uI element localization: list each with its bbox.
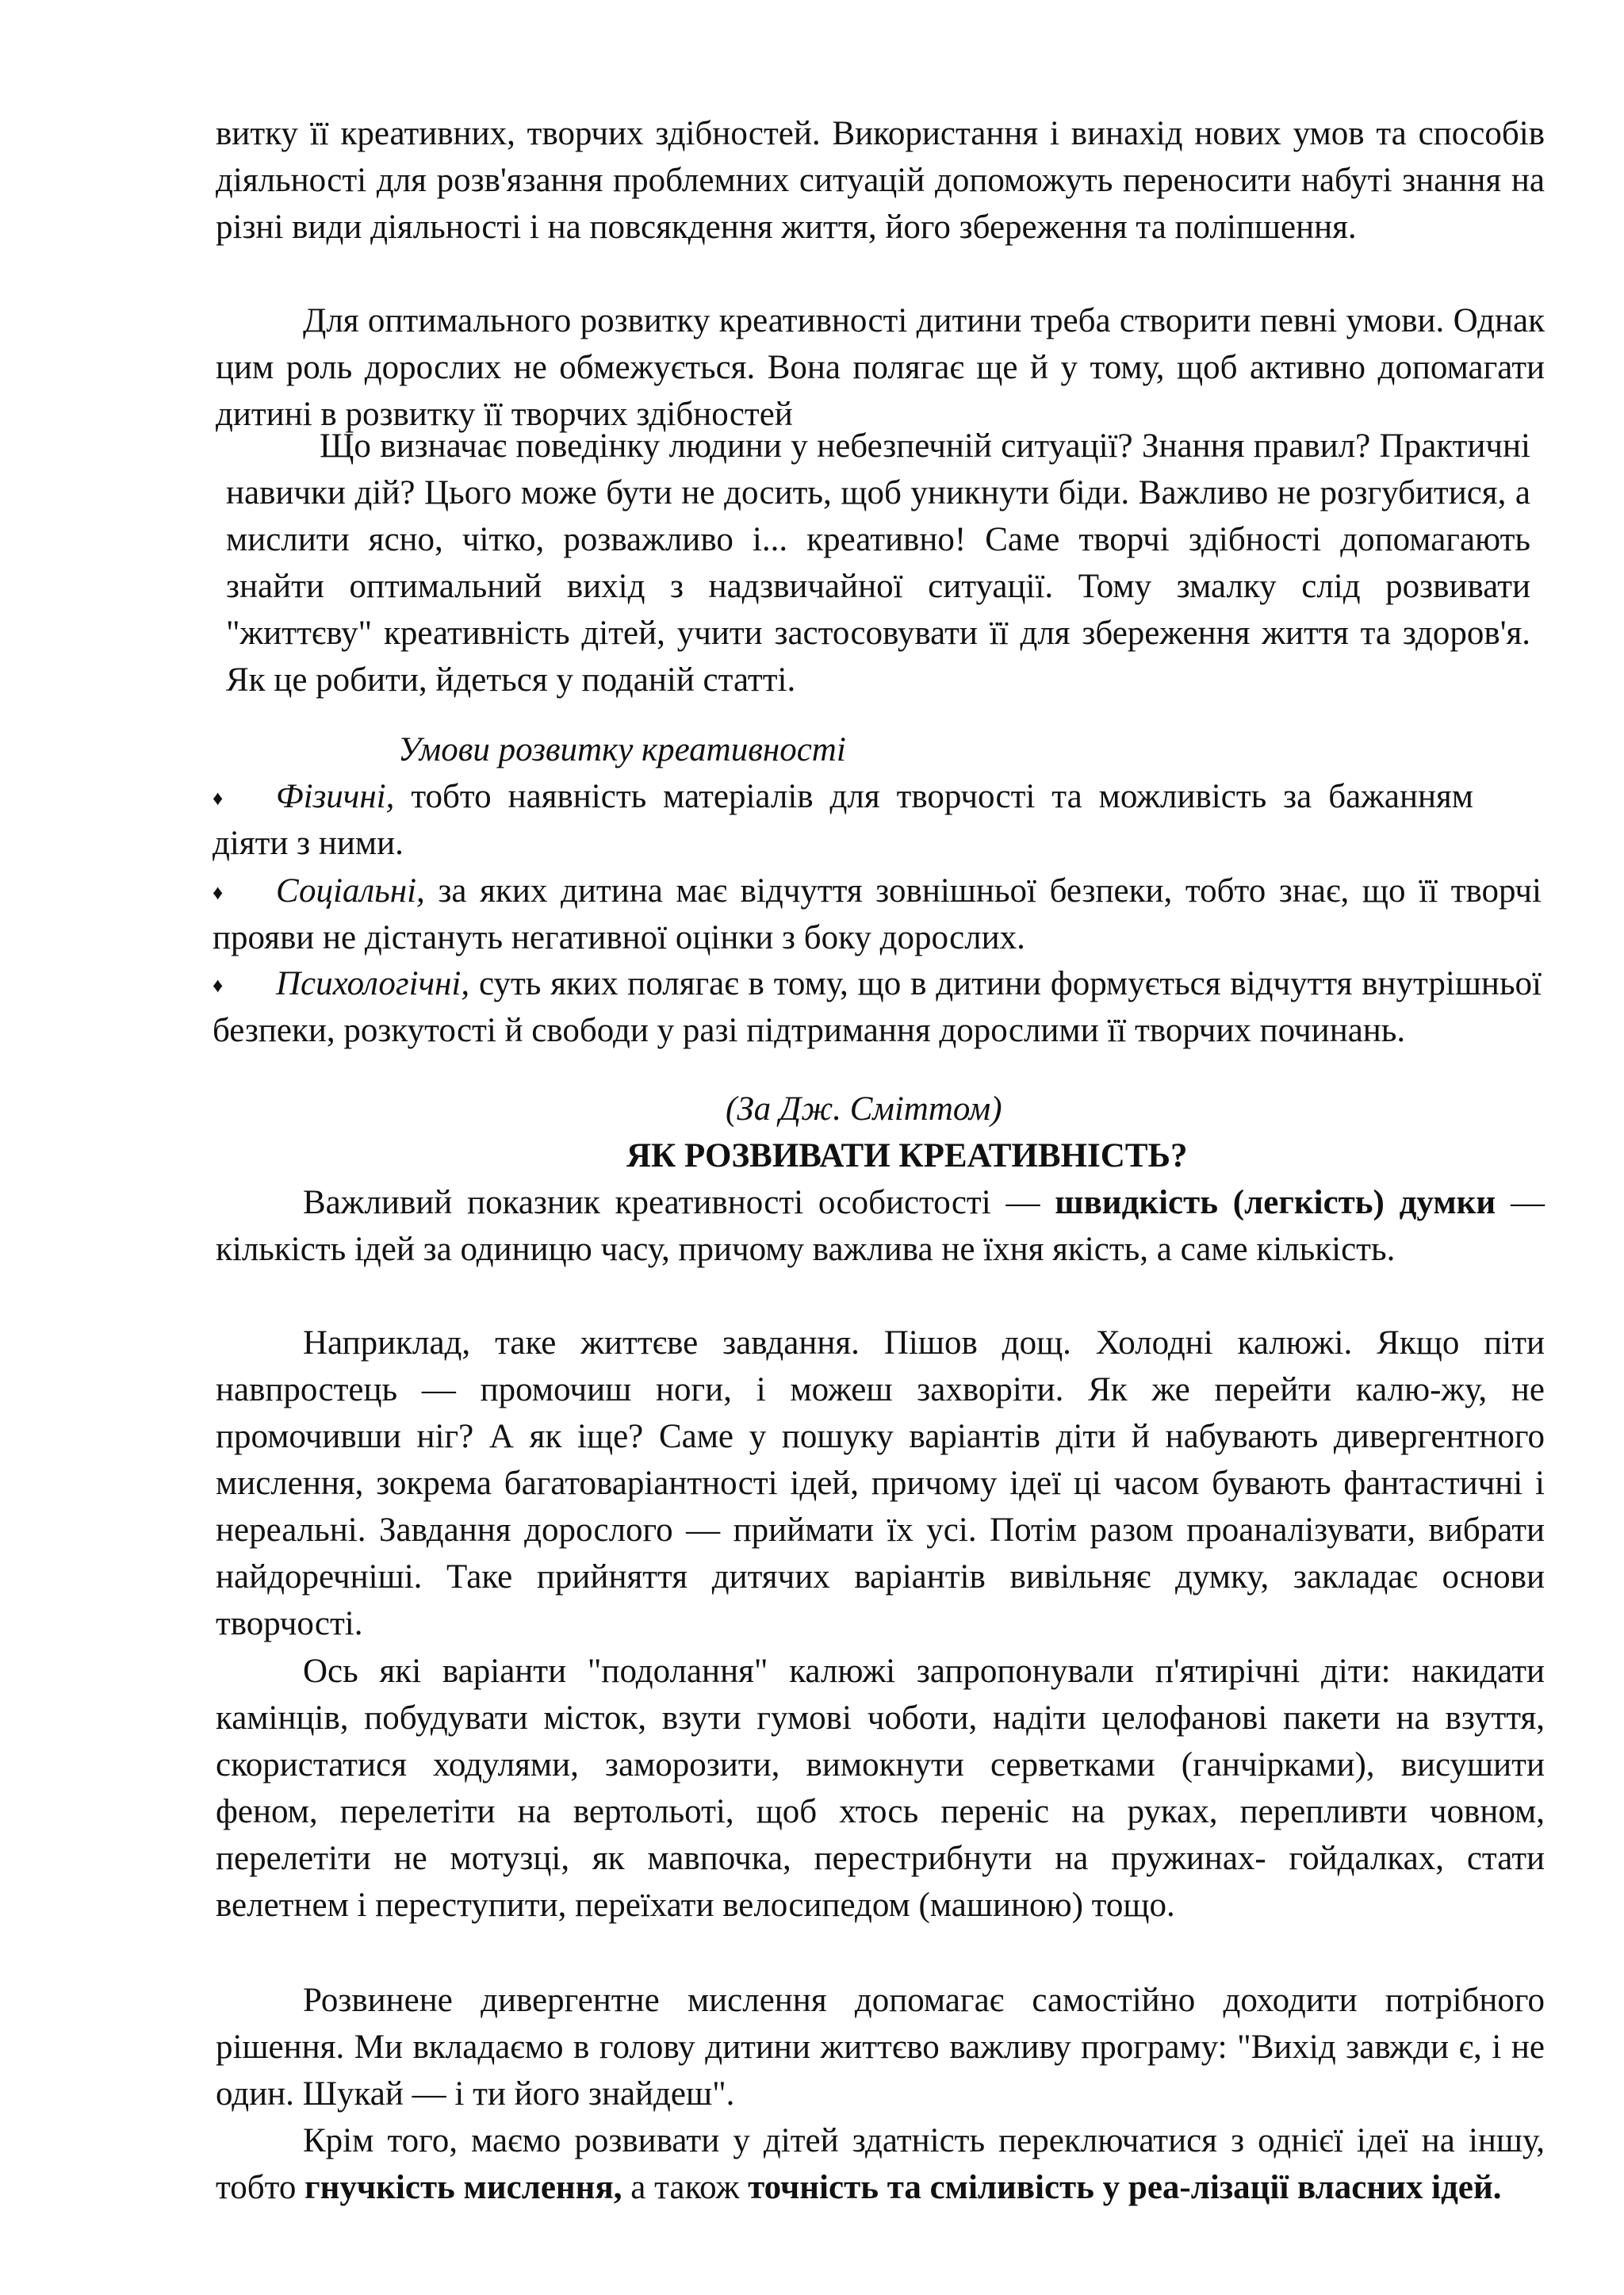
emphasis-bold: швидкість (легкість) думки (1055, 1184, 1496, 1221)
text-segment: — кількість ідей за одиницю часу, причому важлива не їхня якість, а саме кількість. (216, 1184, 1545, 1268)
diamond-bullet-icon: ♦ (213, 787, 224, 810)
emphasis-bold: точність та сміливість у реа-лізації власних ідей. (748, 2169, 1502, 2206)
article-heading: ЯК РОЗВИВАТИ КРЕАТИВНІСТЬ? (626, 1137, 1188, 1174)
condition-term: Фізичні, (276, 778, 395, 815)
text-segment: а також (622, 2169, 749, 2206)
text-segment: Важливий показник креативності особистості — (303, 1184, 1055, 1221)
article-paragraph-2: Наприклад, таке життєве завдання. Пішов дощ. Холодні калюжі. Якщо піти навпростець — промочиш ноги, і можеш захворіти. Як же перейти калю-жу, не промочивши ніг? А як іще? Саме у пошуку варіантів діти й набувають дивергентного мислення, зокрема багатоваріантності ідей, причому ідеї ці часом бувають фантастичні і нереальні. Завдання дорослого — приймати їх усі. Потім разом проаналізувати, вибрати найдоречніші. Таке прийняття дитячих варіантів вивільняє думку, закладає основи творчості. (216, 1324, 1545, 1642)
paragraph-2: Для оптимального розвитку креативності дитини треба створити певні умови. Однак цим роль дорослих не обмежується. Вона полягає ще й у тому, щоб активно допомагати дитині в розвитку її творчих здібностей (216, 302, 1545, 433)
article-paragraph-3: Ось які варіанти "подолання" калюжі запропонували п'ятирічні діти: накидати камінців, побудувати місток, взути гумові чоботи, надіти целофанові пакети на взуття, скористатися ходулями, заморозити, вимокнути серветками (ганчірками), висушити феном, перелетіти на вертольоті, щоб хтось переніс на руках, перепливти човном, перелетіти не мотузці, як мавпочка, перестрибнути на пружинах- гойдалках, стати велетнем і переступити, переїхати велосипедом (машиною) тощо. (216, 1653, 1545, 1924)
paragraph-3: Що визначає поведінку людини у небезпечній ситуації? Знання правил? Практичні навички дій? Цього може бути не досить, щоб уникнути біди. Важливо не розгубитися, а мислити ясно, чітко, розважливо і... креативно! Саме творчі здібності допомагають знайти оптимальний вихід з надзвичайної ситуації. Тому змалку слід розвивати "життєву" креативність дітей, учити застосовувати її для збереження життя та здоров'я. Як це робити, йдеться у поданій статті. (226, 427, 1530, 699)
source-attribution: (За Дж. Сміттом) (726, 1090, 1002, 1128)
condition-item (213, 868, 1542, 961)
article-paragraph-5 (216, 2117, 1545, 2211)
conditions-heading: Умови розвитку креативності (398, 731, 846, 768)
condition-term: Соціальні, (276, 872, 425, 910)
condition-text: за яких дитина має відчуття зовнішньої безпеки, тобто знає, що її творчі прояви не дістануть негативної оцінки з боку дорослих. (213, 872, 1542, 956)
condition-text: суть яких полягає в тому, що в дитини формується відчуття внутрішньої безпеки, розкутості й свободи у разі підтримання дорослими її творчих починань. (213, 965, 1542, 1049)
emphasis-bold: гнучкість мислення, (304, 2169, 622, 2206)
diamond-bullet-icon: ♦ (213, 974, 224, 997)
condition-item (213, 773, 1473, 867)
paragraph-1: витку її креативних, творчих здібностей. Використання і винахід нових умов та способів діяльності для розв'язання проблемних ситуацій допоможуть переносити набуті знання на різні види діяльності і на повсякдення життя, його збереження та поліпшення. (216, 115, 1545, 246)
article-paragraph-4: Розвинене дивергентне мислення допомагає самостійно доходити потрібного рішення. Ми вкладаємо в голову дитини життєво важливу програму: "Вихід завжди є, і не один. Шукай — і ти його знайдеш". (216, 1982, 1545, 2113)
diamond-bullet-icon: ♦ (213, 881, 224, 904)
text-segment: Крім того, маємо розвивати у дітей здатність переключатися з однієї ідеї на іншу, тобто (216, 2122, 1545, 2206)
condition-text: тобто наявність матеріалів для творчості та можливість за бажанням діяти з ними. (213, 778, 1473, 862)
condition-item (213, 960, 1542, 1054)
condition-term: Психологічні, (276, 965, 470, 1002)
article-paragraph-1 (216, 1179, 1545, 1273)
